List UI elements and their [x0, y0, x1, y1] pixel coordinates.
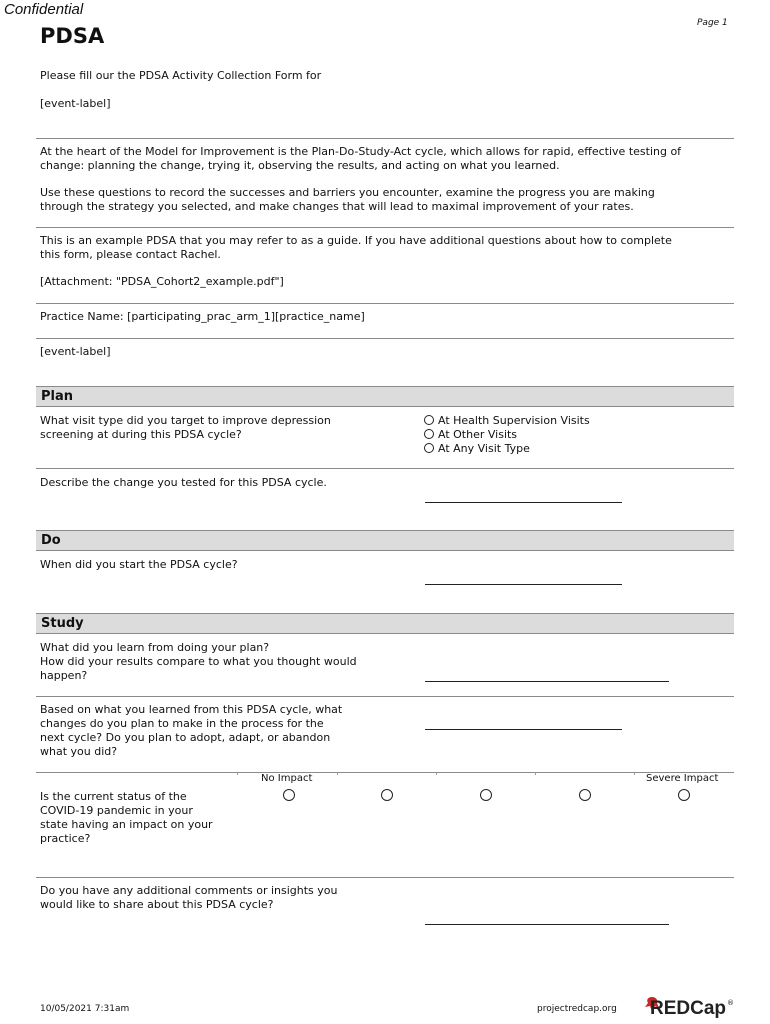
scale-tick [634, 772, 635, 775]
divider [36, 303, 734, 304]
scale-tick [535, 772, 536, 775]
divider [36, 877, 734, 878]
registered-mark: ® [727, 999, 734, 1007]
scale-tick [237, 772, 238, 775]
start-date-field[interactable] [425, 584, 622, 585]
practice-name: Practice Name: [participating_prac_arm_1][practice_name] [40, 310, 365, 323]
impact-radio-5[interactable] [678, 789, 690, 801]
section-header-plan: Plan [36, 386, 734, 407]
question-change-tested: Describe the change you tested for this PDSA cycle. [40, 476, 327, 489]
impact-radio-1[interactable] [283, 789, 295, 801]
description-paragraph-2: Use these questions to record the successes and barriers you encounter, examine the progress you are making through the strategy you selected, and make changes that will lead to maximal improvement of your rates. [40, 186, 655, 213]
event-label: [event-label] [40, 345, 111, 358]
comments-field[interactable] [425, 924, 669, 925]
option-any-visit[interactable]: At Any Visit Type [424, 442, 590, 456]
scale-tick [436, 772, 437, 775]
change-tested-field[interactable] [425, 502, 622, 503]
section-header-do: Do [36, 530, 734, 551]
changes-planned-field[interactable] [425, 729, 622, 730]
question-start-date: When did you start the PDSA cycle? [40, 558, 238, 571]
page-number: Page 1 [697, 18, 728, 28]
scale-tick [337, 772, 338, 775]
redcap-logo-text: REDCap [650, 998, 727, 1019]
description-paragraph-1: At the heart of the Model for Improvement is the Plan-Do-Study-Act cycle, which allows for rapid, effective testing of change: planning the change, trying it, observing the results, and acting on what you learned. [40, 145, 682, 172]
impact-radio-2[interactable] [381, 789, 393, 801]
option-other-visits[interactable]: At Other Visits [424, 428, 590, 442]
section-header-study: Study [36, 613, 734, 634]
timestamp: 10/05/2021 7:31am [40, 1004, 130, 1014]
question-changes-planned: Based on what you learned from this PDSA cycle, what changes do you plan to make in the process for the next cycle? Do you plan to adopt, adapt, or abandon what you did? [40, 703, 343, 758]
form-title: PDSA [40, 24, 105, 48]
divider [36, 138, 734, 139]
impact-radio-3[interactable] [480, 789, 492, 801]
divider [36, 696, 734, 697]
impact-radio-4[interactable] [579, 789, 591, 801]
divider [36, 338, 734, 339]
intro-text: Please fill our the PDSA Activity Collection Form for [40, 69, 322, 82]
confidential-label: Confidential [4, 1, 84, 18]
scale-low-label: No Impact [261, 773, 313, 784]
example-text: This is an example PDSA that you may refer to as a guide. If you have additional questions about how to complete this form, please contact Rachel. [40, 234, 672, 261]
learned-field[interactable] [425, 681, 669, 682]
radio-icon[interactable] [424, 429, 434, 439]
attachment-link[interactable]: [Attachment: "PDSA_Cohort2_example.pdf"] [40, 275, 284, 288]
question-comments: Do you have any additional comments or insights you would like to share about this PDSA cycle? [40, 884, 338, 911]
visit-type-options [424, 414, 590, 456]
divider [36, 227, 734, 228]
radio-icon[interactable] [424, 443, 434, 453]
redcap-logo [642, 996, 738, 1022]
option-health-supervision[interactable]: At Health Supervision Visits [424, 414, 590, 428]
question-learned: What did you learn from doing your plan? How did your results compare to what you thought would happen? [40, 641, 357, 682]
question-covid-impact: Is the current status of the COVID-19 pandemic in your state having an impact on your practice? [40, 790, 213, 845]
scale-high-label: Severe Impact [646, 773, 719, 784]
divider [36, 468, 734, 469]
divider [36, 772, 734, 773]
question-visit-type: What visit type did you target to improve depression screening at during this PDSA cycle? [40, 414, 331, 441]
radio-icon[interactable] [424, 415, 434, 425]
site-link[interactable]: projectredcap.org [537, 1004, 617, 1014]
intro-event-label: [event-label] [40, 97, 111, 110]
